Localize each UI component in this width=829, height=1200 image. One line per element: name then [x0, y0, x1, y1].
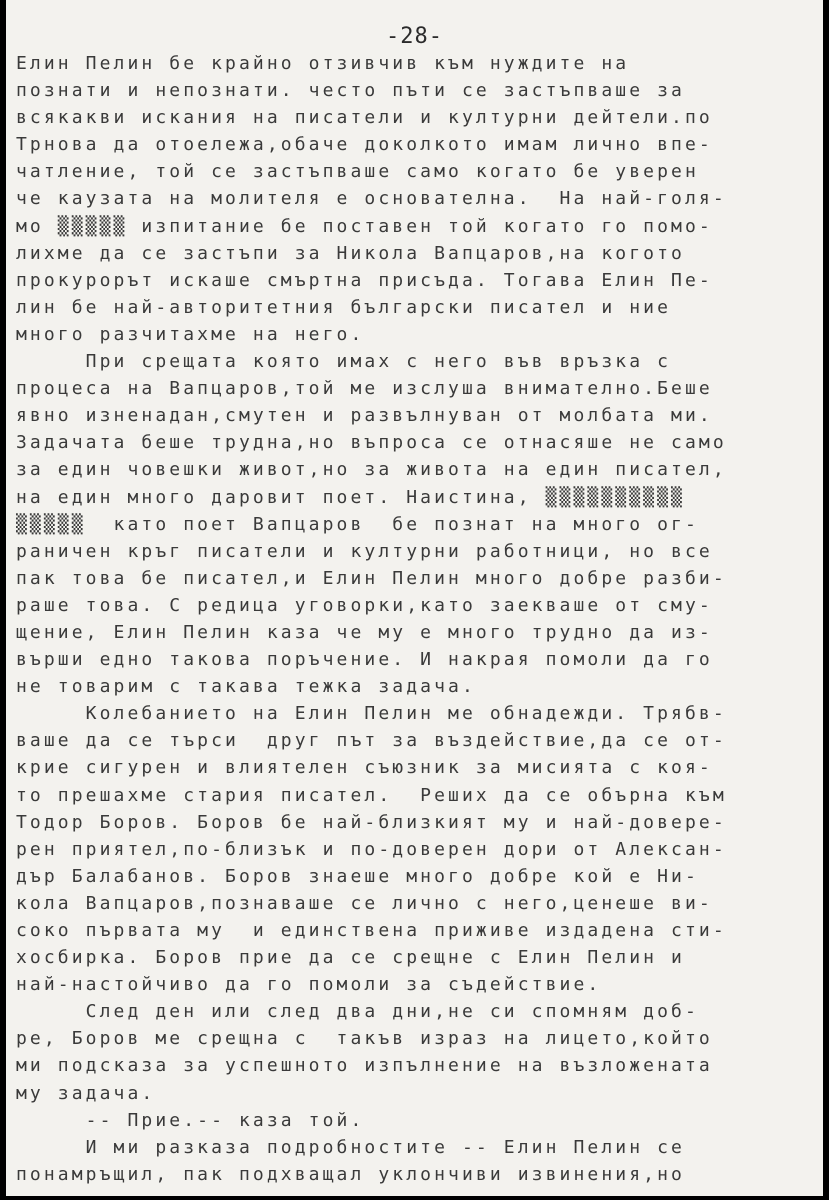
text-line: на един много даровит поет. Наистина, ▒▒▒▒▒▒▒▒▒▒: [16, 486, 685, 508]
text-line: И ми разказа подробностите -- Елин Пелин се: [16, 1136, 685, 1158]
text-line: крие сигурен и влиятелен съюзник за мисията с коя-: [16, 757, 713, 779]
text-line: за един човешки живот,но за живота на един писател,: [16, 459, 727, 481]
text-line: пак това бе писател,и Елин Пелин много добре разби-: [16, 567, 727, 589]
text-line: всякакви искания на писатели и културни дейтели.по: [16, 107, 713, 129]
page-number: -28-: [386, 24, 443, 49]
text-line: му задача.: [16, 1082, 156, 1104]
text-line: явно изненадан,смутен и развълнуван от молбата ми.: [16, 405, 713, 427]
text-line: ре, Боров ме срещна с такъв израз на лицето,който: [16, 1028, 713, 1050]
text-line: че каузата на молителя е основателна. На най-голя-: [16, 188, 727, 210]
text-line: много разчитахме на него.: [16, 323, 365, 345]
text-line: раше това. С редица уговорки,като заекваше от сму-: [16, 594, 713, 616]
text-line: щение, Елин Пелин каза че му е много трудно да из-: [16, 621, 713, 643]
text-line: соко първата му и единствена приживе издадена сти-: [16, 920, 727, 941]
text-line: прокурорът искаше смъртна присъда. Тогава Елин Пе-: [16, 269, 713, 291]
text-line: ми подсказа за успешното изпълнение на възложената: [16, 1055, 713, 1077]
text-line: хосбирка. Боров прие да се срещне с Елин Пелин и: [16, 947, 685, 969]
text-line: дър Балабанов. Боров знаеше много добре кой е Ни-: [16, 865, 699, 887]
text-line: чатление, той се застъпваше само когато бе уверен: [16, 161, 699, 183]
text-line: ▒▒▒▒▒ като поет Вапцаров бе познат на много ог-: [16, 513, 699, 535]
text-line: рен приятел,по-близък и по-доверен дори от Алексан-: [16, 838, 727, 860]
text-line: Елин Пелин бе крайно отзивчив към нуждите на: [16, 53, 630, 74]
text-line: то прешахме стария писател. Реших да се обърна към: [16, 784, 727, 806]
text-line: раничен кръг писатели и културни работници, но все: [16, 540, 713, 562]
text-line: Колебанието на Елин Пелин ме обнадежди. Трябв-: [16, 703, 727, 725]
typewritten-page: [6, 0, 823, 1196]
text-line: ваше да се търси друг път за въздействие,да се от-: [16, 730, 727, 752]
text-line: мо ▒▒▒▒▒ изпитание бе поставен той когато го помо-: [16, 215, 713, 237]
text-line: Задачата беше трудна,но въпроса се отнасяше не само: [16, 432, 727, 454]
text-line: най-настойчиво да го помоли за съдействие.: [16, 974, 602, 996]
text-line: кола Вапцаров,познаваше се лично с него,ценеше ви-: [16, 892, 713, 914]
text-line: понамръщил, пак подхващал уклончиви извинения,но: [16, 1163, 685, 1185]
text-line: лин бе най-авторитетния български писател и ние: [16, 296, 672, 318]
text-line: Трнова да отоележа,обаче доколкото имам лично впе-: [16, 134, 713, 156]
typescript-body: [10, 50, 814, 1188]
text-line: върши едно такова поръчение. И накрая помоли да го: [16, 649, 713, 671]
text-line: процеса на Вапцаров,той ме изслуша внимателно.Беше: [16, 378, 713, 400]
text-line: познати и непознати. често пъти се застъпваше за: [16, 80, 685, 102]
text-line: лихме да се застъпи за Никола Вапцаров,на когото: [16, 242, 685, 264]
text-line: При срещата която имах с него във връзка с: [16, 351, 672, 373]
text-line: -- Прие.-- каза той.: [16, 1109, 365, 1131]
text-line: не товарим с такава тежка задача.: [16, 676, 476, 698]
text-line: Тодор Боров. Боров бе най-близкият му и най-довере-: [16, 811, 727, 833]
text-line: След ден или след два дни,не си спомням доб-: [16, 1001, 699, 1023]
